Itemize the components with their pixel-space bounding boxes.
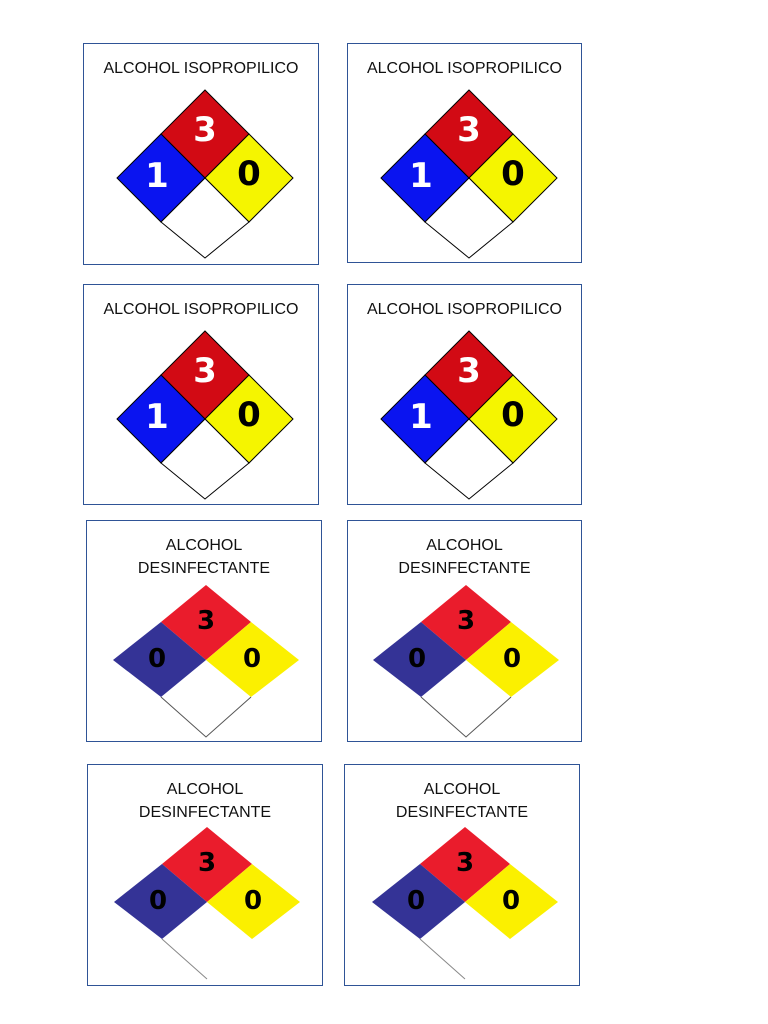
nfpa-label-4 [347,284,582,505]
label-title [345,778,579,824]
label-title-line-1: ALCOHOL [426,537,503,554]
label-title-line-2: DESINFECTANTE [137,560,271,577]
nfpa-label-6 [347,520,582,742]
label-title: ALCOHOL ISOPROPILICO [103,301,299,318]
instability-rating: 0 [501,154,525,194]
flammability-rating: 3 [196,606,216,636]
label-title: ALCOHOL ISOPROPILICO [366,60,562,77]
instability-rating: 0 [237,154,261,194]
flammability-rating: 3 [457,351,481,391]
health-rating: 1 [409,156,433,196]
instability-rating: 0 [502,644,522,674]
nfpa-diamond [115,90,295,260]
instability-rating: 0 [243,886,263,916]
instability-rating: 0 [501,886,521,916]
health-rating: 1 [409,397,433,437]
special-quadrant [162,939,207,979]
nfpa-label-5 [86,520,322,742]
health-rating: 0 [406,886,426,916]
label-title [88,778,322,824]
nfpa-diamond [379,331,559,501]
nfpa-diamond [370,827,560,983]
health-rating: 0 [407,644,427,674]
flammability-rating: 3 [193,110,217,150]
instability-rating: 0 [237,395,261,435]
health-rating: 0 [148,886,168,916]
special-quadrant [421,697,511,737]
instability-rating: 0 [501,395,525,435]
instability-rating: 0 [242,644,262,674]
nfpa-diamond [371,585,561,741]
label-title-line-1: ALCOHOL [166,781,244,798]
health-rating: 1 [145,397,169,437]
label-title-line-2: DESINFECTANTE [395,804,529,821]
flammability-rating: 3 [197,848,217,878]
health-rating: 1 [145,156,169,196]
nfpa-label-2 [347,43,582,263]
nfpa-diamond [115,331,295,501]
special-quadrant [161,697,251,737]
label-title-line-2: DESINFECTANTE [398,560,531,577]
nfpa-diamond [111,585,301,741]
flammability-rating: 3 [456,606,476,636]
health-rating: 0 [147,644,167,674]
flammability-rating: 3 [193,351,217,391]
nfpa-label-1 [83,43,319,265]
label-title-line-1: ALCOHOL [423,781,501,798]
flammability-rating: 3 [455,848,475,878]
nfpa-diamond [379,90,559,260]
nfpa-label-7 [87,764,323,986]
label-title [348,534,581,580]
flammability-rating: 3 [457,110,481,150]
nfpa-label-8 [344,764,580,986]
label-title: ALCOHOL ISOPROPILICO [103,60,299,77]
nfpa-label-3 [83,284,319,505]
label-title-line-2: DESINFECTANTE [138,804,272,821]
label-title: ALCOHOL ISOPROPILICO [366,301,562,318]
label-title-line-1: ALCOHOL [165,537,243,554]
nfpa-diamond [112,827,302,983]
label-title [87,534,321,580]
special-quadrant [420,939,465,979]
